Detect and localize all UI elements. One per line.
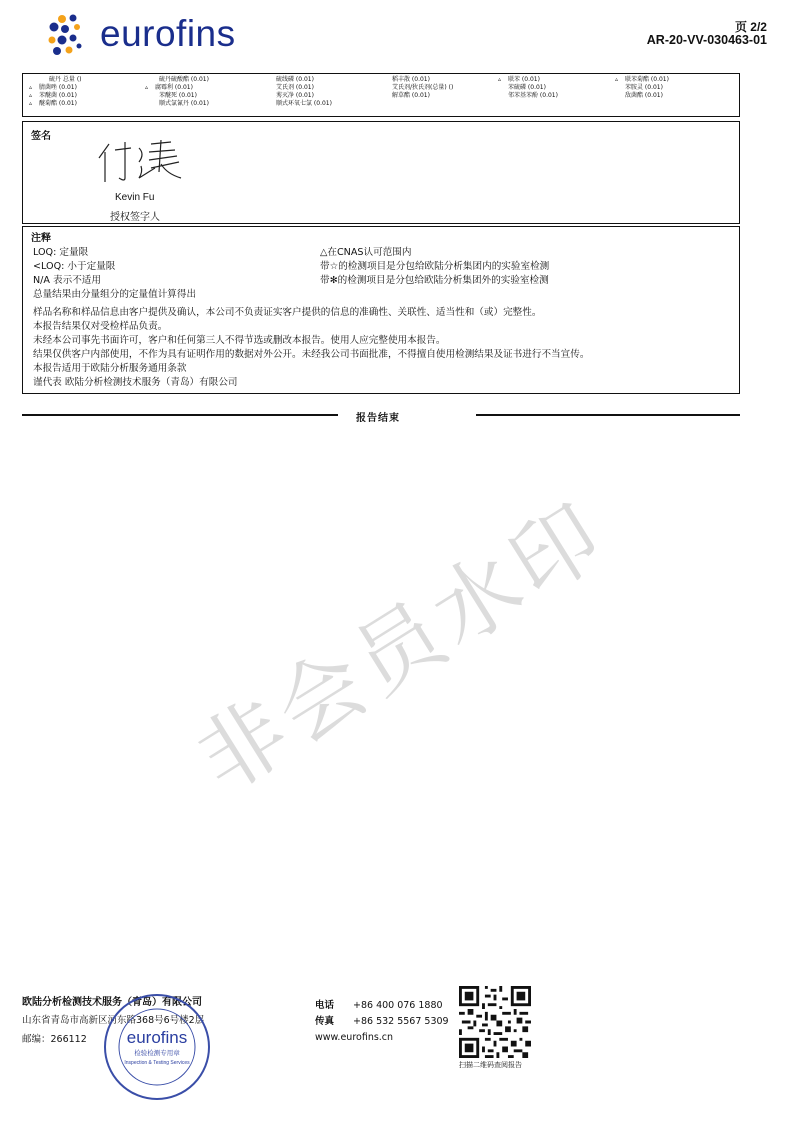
note-line: <LOQ: 小于定量限 — [33, 261, 116, 272]
note-line: 带☆的检测项目是分包给欧陆分析集团内的实验室检测 — [320, 261, 550, 272]
compound-item: 顺式氯氰丹 (0.01) — [159, 100, 209, 107]
official-seal — [95, 993, 219, 1101]
signatory-role: 授权签字人 — [110, 212, 160, 223]
signature-box — [22, 121, 740, 224]
compound-item: ▵ 联苯菊酯 (0.01) — [615, 76, 669, 83]
compound-list-box — [22, 73, 740, 117]
compound-item: 顺式环氧七氯 (0.01) — [276, 100, 332, 107]
qr-caption: 扫描二维码查阅报告 — [459, 1061, 522, 1069]
tel-value: +86 400 076 1880 — [353, 1000, 443, 1011]
compound-item: 硫丹 总量 () — [49, 76, 82, 83]
note-paragraph: 未经本公司事先书面许可，客户和任何第三人不得节选或删改本报告。使用人应完整使用本报告。 — [33, 335, 446, 346]
notes-heading: 注释 — [31, 233, 51, 244]
footer-contact — [315, 993, 449, 1041]
compound-item: 邻苯基苯酚 (0.01) — [508, 92, 558, 99]
note-line: LOQ: 定量限 — [33, 247, 89, 258]
tel-label: 电话 — [315, 1000, 335, 1011]
compound-item: 艾氏剂 (0.01) — [276, 84, 314, 91]
fax-label: 传真 — [315, 1016, 335, 1027]
compound-item: 解草酯 (0.01) — [392, 92, 430, 99]
compound-item: 硫丹硫酸酯 (0.01) — [159, 76, 209, 83]
note-line: N/A 表示不适用 — [33, 275, 101, 286]
handwritten-signature — [95, 138, 185, 188]
eurofins-logo — [48, 14, 268, 58]
website-link[interactable]: www.eurofins.cn — [315, 1032, 394, 1043]
compound-item: ▵ 醚菊酯 (0.01) — [29, 100, 77, 107]
qr-code[interactable] — [459, 986, 531, 1058]
compound-item: 硫线磷 (0.01) — [276, 76, 314, 83]
compound-item: ▵ 腐霉利 (0.01) — [145, 84, 193, 91]
seal-english: Inspection & Testing Services — [124, 1060, 190, 1066]
notes-box — [22, 226, 740, 394]
footer-postcode: 邮编：266112 — [22, 1034, 87, 1045]
note-line: 带✻的检测项目是分包给欧陆分析集团外的实验室检测 — [320, 275, 549, 286]
signature-heading: 签名 — [31, 131, 51, 142]
note-paragraph: 谨代表 欧陆分析检测技术服务（青岛）有限公司 — [33, 377, 238, 388]
compound-item: ▵ 苯醚菌 (0.01) — [29, 92, 77, 99]
end-of-report: 报告结束 — [356, 413, 400, 424]
compound-item: 稻丰散 (0.01) — [392, 76, 430, 83]
compound-item: 敌菌酯 (0.01) — [625, 92, 663, 99]
compound-item: ▵ 联苯 (0.01) — [498, 76, 540, 83]
end-divider-right — [476, 414, 740, 416]
compound-item: 苯硫磷 (0.01) — [508, 84, 546, 91]
seal-chinese: 检验检测专用章 — [134, 1049, 180, 1057]
compound-item: ▵ 腈菌唑 (0.01) — [29, 84, 77, 91]
compound-item: 苯醚死 (0.01) — [159, 92, 197, 99]
note-paragraph: 本报告适用于欧陆分析服务通用条款 — [33, 363, 187, 374]
note-line: 总量结果由分量组分的定量值计算得出 — [33, 289, 197, 300]
eurofins-dots-icon — [48, 14, 98, 58]
signatory-name: Kevin Fu — [115, 192, 155, 203]
note-paragraph: 结果仅供客户内部使用，不作为具有证明作用的数据对外公开。未经我公司书面批准，不得擅自使用检测结果及证书进行不当宣传。 — [33, 349, 590, 360]
compound-item: 苯胺灵 (0.01) — [625, 84, 663, 91]
brand-name: eurofins — [100, 13, 236, 54]
note-line: △在CNAS认可范围内 — [320, 247, 412, 258]
compound-item: 莠灭净 (0.01) — [276, 92, 314, 99]
watermark: 非会员水印 — [180, 483, 624, 812]
report-number: AR-20-VV-030463-01 — [646, 33, 767, 47]
seal-brand: eurofins — [126, 1028, 188, 1047]
footer-address: 山东省青岛市高新区河东路368号6号楼2层 — [22, 1015, 205, 1026]
compound-item: 艾氏剂/狄氏剂(总量) () — [392, 84, 454, 91]
end-divider-left — [22, 414, 338, 416]
note-paragraph: 本报告结果仅对受检样品负责。 — [33, 321, 168, 332]
fax-value: +86 532 5567 5309 — [353, 1016, 449, 1027]
note-paragraph: 样品名称和样品信息由客户提供及确认，本公司不负责证实客户提供的信息的准确性、关联性、适当性和（或）完整性。 — [33, 307, 542, 318]
footer-company: 欧陆分析检测技术服务（青岛）有限公司 — [22, 997, 202, 1008]
page-number: 页 2/2 — [734, 20, 767, 34]
